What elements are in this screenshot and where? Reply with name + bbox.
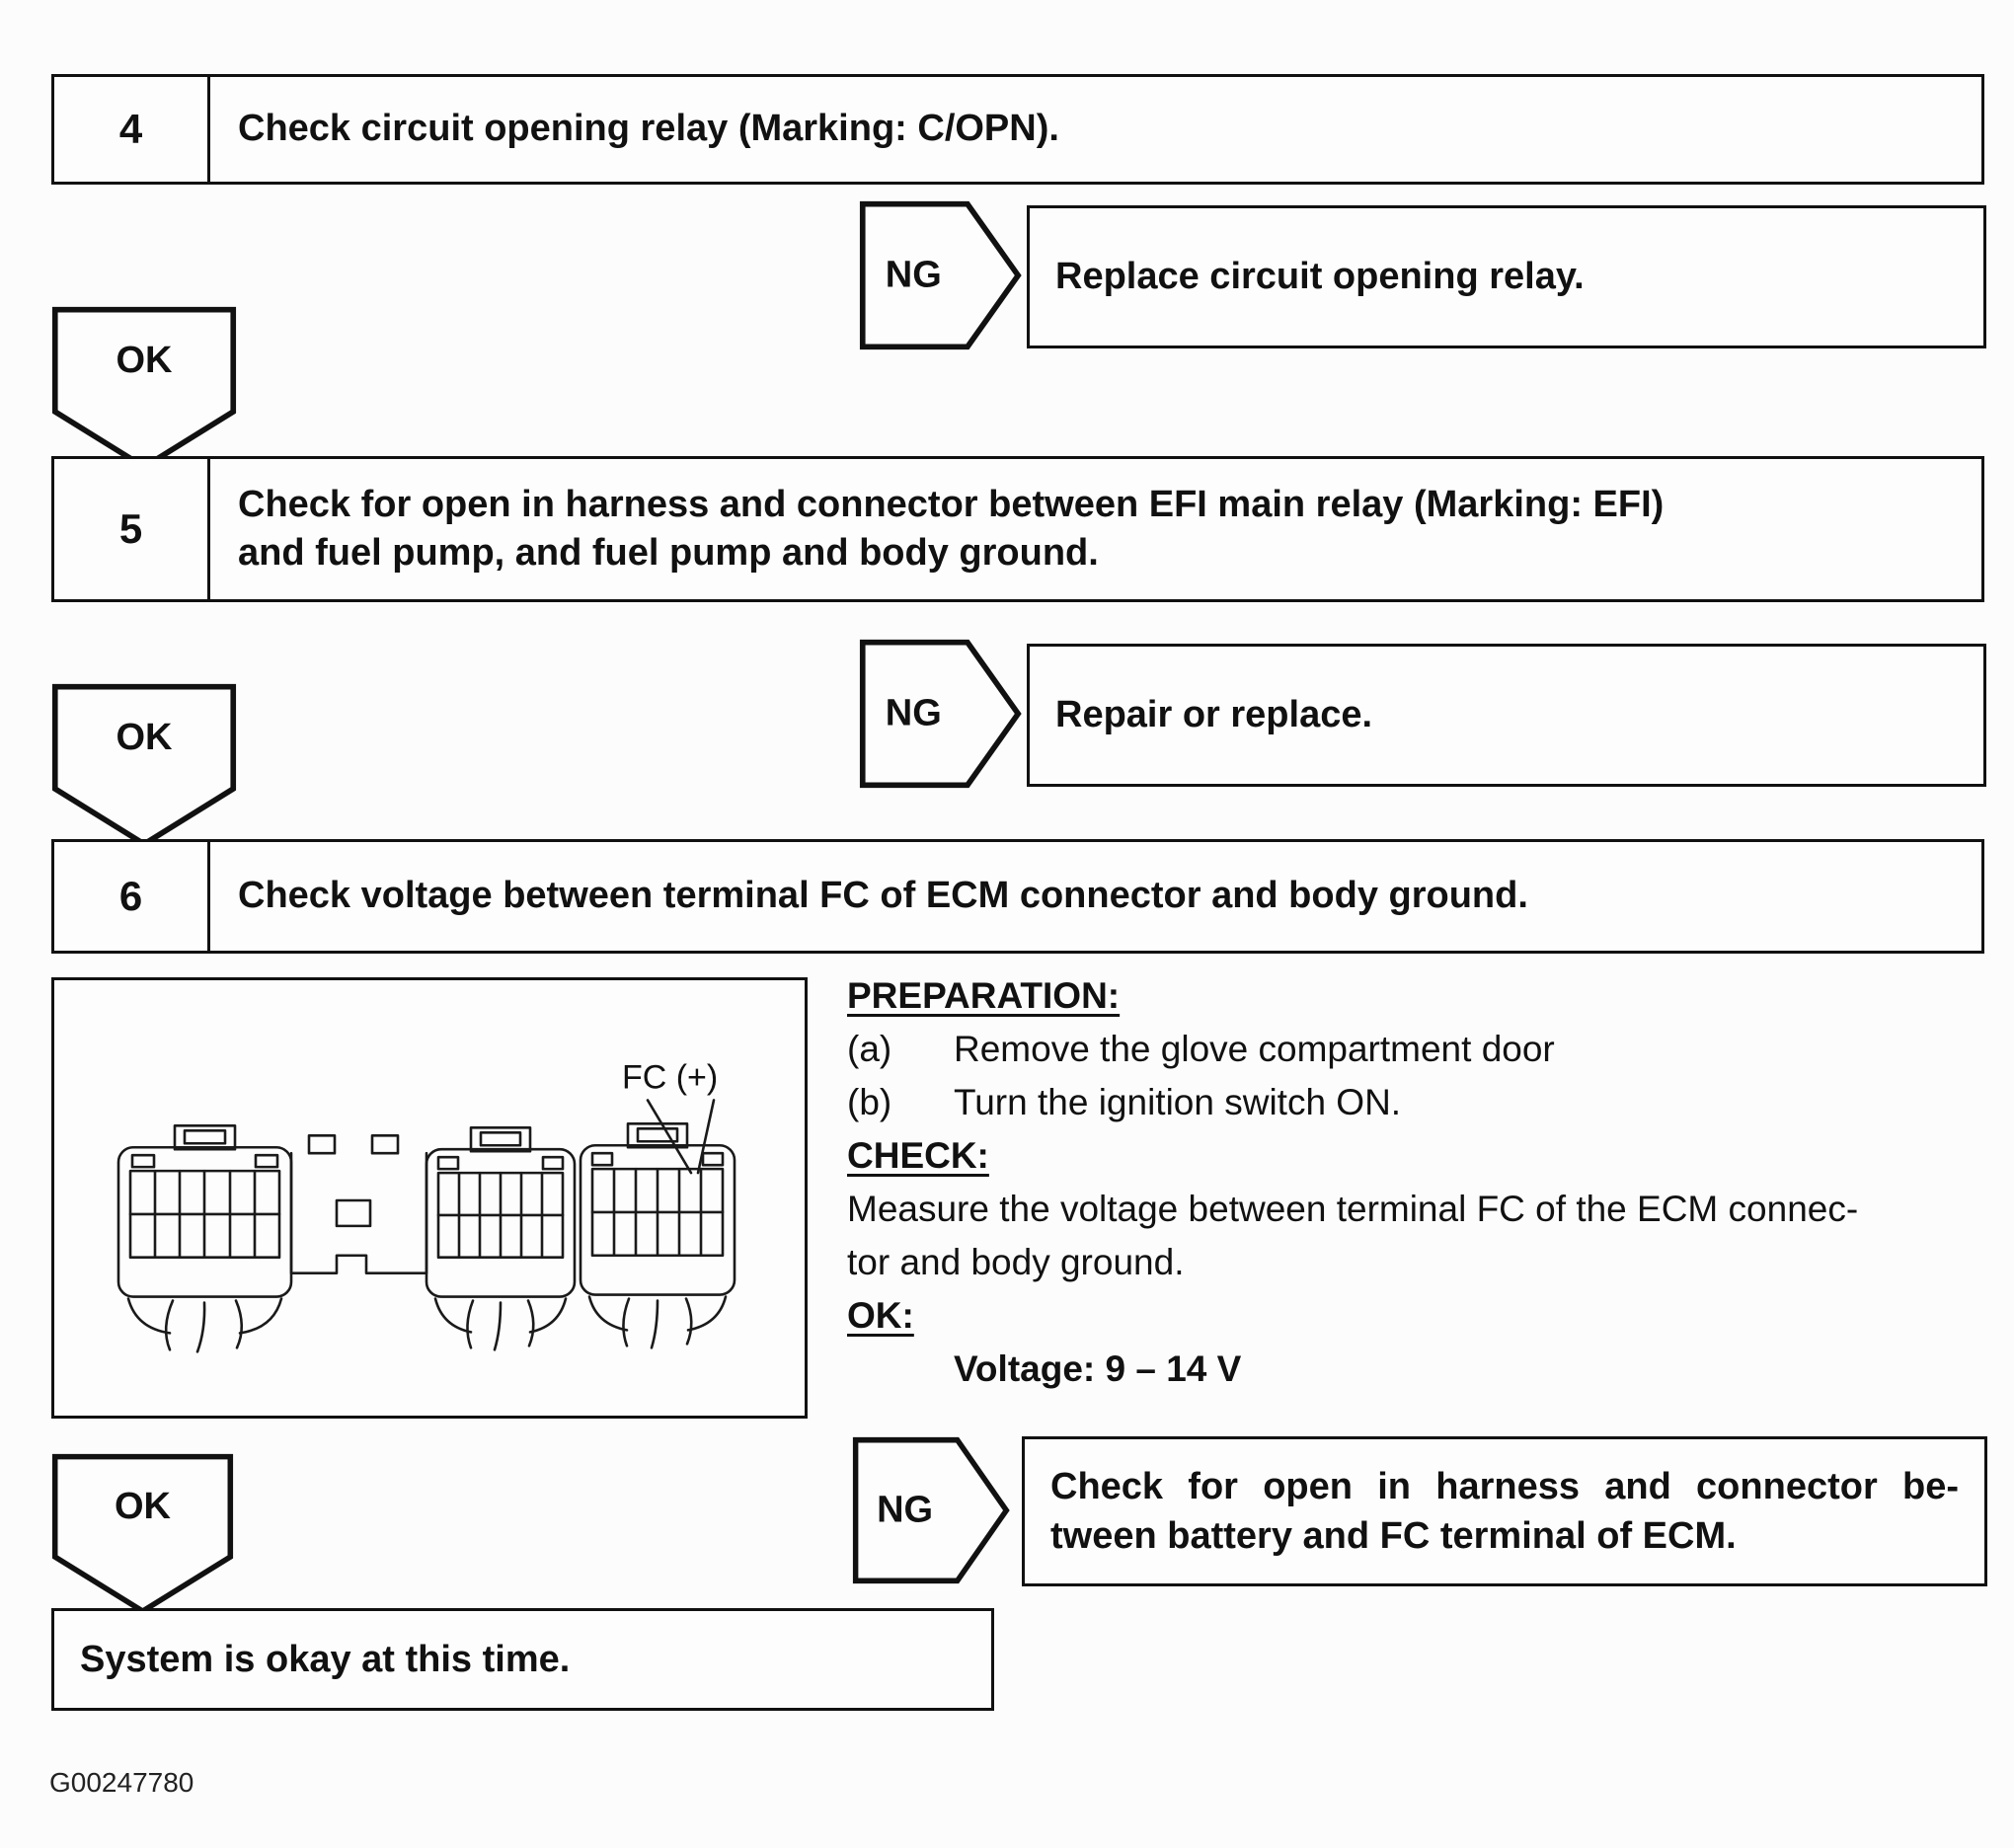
item-a-marker: (a) <box>847 1029 892 1069</box>
step-5-box <box>51 456 1984 602</box>
step-4-title <box>210 77 1981 182</box>
ng-arrow-1 <box>859 200 1022 350</box>
preparation-heading: PREPARATION: <box>847 975 1121 1016</box>
item-a-text: Remove the glove compartment door <box>954 1029 1555 1069</box>
connector-right <box>581 1123 735 1348</box>
item-b-marker: (b) <box>847 1082 892 1122</box>
ng-action-1 <box>1027 205 1986 348</box>
step-5-title <box>210 459 1981 599</box>
connector-left <box>118 1125 291 1351</box>
step-5-title-line-1: Check for open in harness and connector between EFI main relay (Marking: EFI) <box>238 483 1665 525</box>
ng-action-3-line-1: Check for open in harness and connector be- <box>1050 1465 1959 1507</box>
result-text: System is okay at this time. <box>80 1638 571 1680</box>
figure-id: G00247780 <box>49 1767 194 1798</box>
ok-pentagon-icon <box>51 683 237 849</box>
voltage-spec: Voltage: 9 – 14 V <box>954 1348 1242 1389</box>
ng-label-1: NG <box>885 254 942 296</box>
result-box <box>51 1608 994 1711</box>
ng-label-3: NG <box>877 1489 934 1531</box>
step-6-detail <box>847 969 1990 1396</box>
ok-pentagon-icon <box>51 1453 234 1616</box>
step-6-number: 6 <box>54 842 210 951</box>
step-6-title <box>210 842 1981 951</box>
connector-center-plate <box>291 1135 426 1272</box>
check-heading: CHECK: <box>847 1135 989 1176</box>
check-text-line-1: Measure the voltage between terminal FC of the ECM connec- <box>847 1189 1859 1229</box>
connector-middle <box>426 1127 575 1349</box>
ok-arrow-2 <box>51 683 237 849</box>
ng-action-3-line-2: tween battery and FC terminal of ECM. <box>1050 1515 1737 1557</box>
ng-action-2-text: Repair or replace. <box>1055 694 1373 736</box>
step-4-number: 4 <box>54 77 210 182</box>
step-6-box <box>51 839 1984 954</box>
fc-leader-line-right <box>698 1100 714 1173</box>
ecm-connector-illustration <box>51 977 808 1419</box>
preparation-item-b <box>847 1076 1990 1129</box>
preparation-item-a <box>847 1023 1990 1076</box>
ok-pentagon-icon <box>51 306 237 472</box>
ecm-connector-drawing <box>54 980 805 1416</box>
fc-leader-line-left <box>648 1100 691 1173</box>
step-4-box <box>51 74 1984 185</box>
step-5-number: 5 <box>54 459 210 599</box>
ng-action-2 <box>1027 644 1986 787</box>
ng-action-1-text: Replace circuit opening relay. <box>1055 256 1585 298</box>
fc-terminal-label: FC (+) <box>622 1058 719 1097</box>
item-b-text: Turn the ignition switch ON. <box>954 1082 1402 1122</box>
step-6-title-line: Check voltage between terminal FC of ECM connector and body ground. <box>238 875 1528 917</box>
ng-label-2: NG <box>885 692 942 734</box>
ok-label-2: OK <box>116 716 173 758</box>
ok-label-3: OK <box>115 1486 171 1527</box>
ng-arrow-3 <box>852 1436 1010 1584</box>
ng-action-3 <box>1022 1436 1987 1586</box>
step-5-title-line-2: and fuel pump, and fuel pump and body ground. <box>238 532 1099 574</box>
check-text-line-2: tor and body ground. <box>847 1242 1185 1282</box>
ok-label-1: OK <box>116 339 173 381</box>
step-4-title-line: Check circuit opening relay (Marking: C/OPN). <box>238 108 1059 150</box>
ok-arrow-1 <box>51 306 237 472</box>
ok-arrow-3 <box>51 1453 234 1616</box>
ok-heading: OK: <box>847 1295 914 1336</box>
ng-arrow-2 <box>859 639 1022 789</box>
